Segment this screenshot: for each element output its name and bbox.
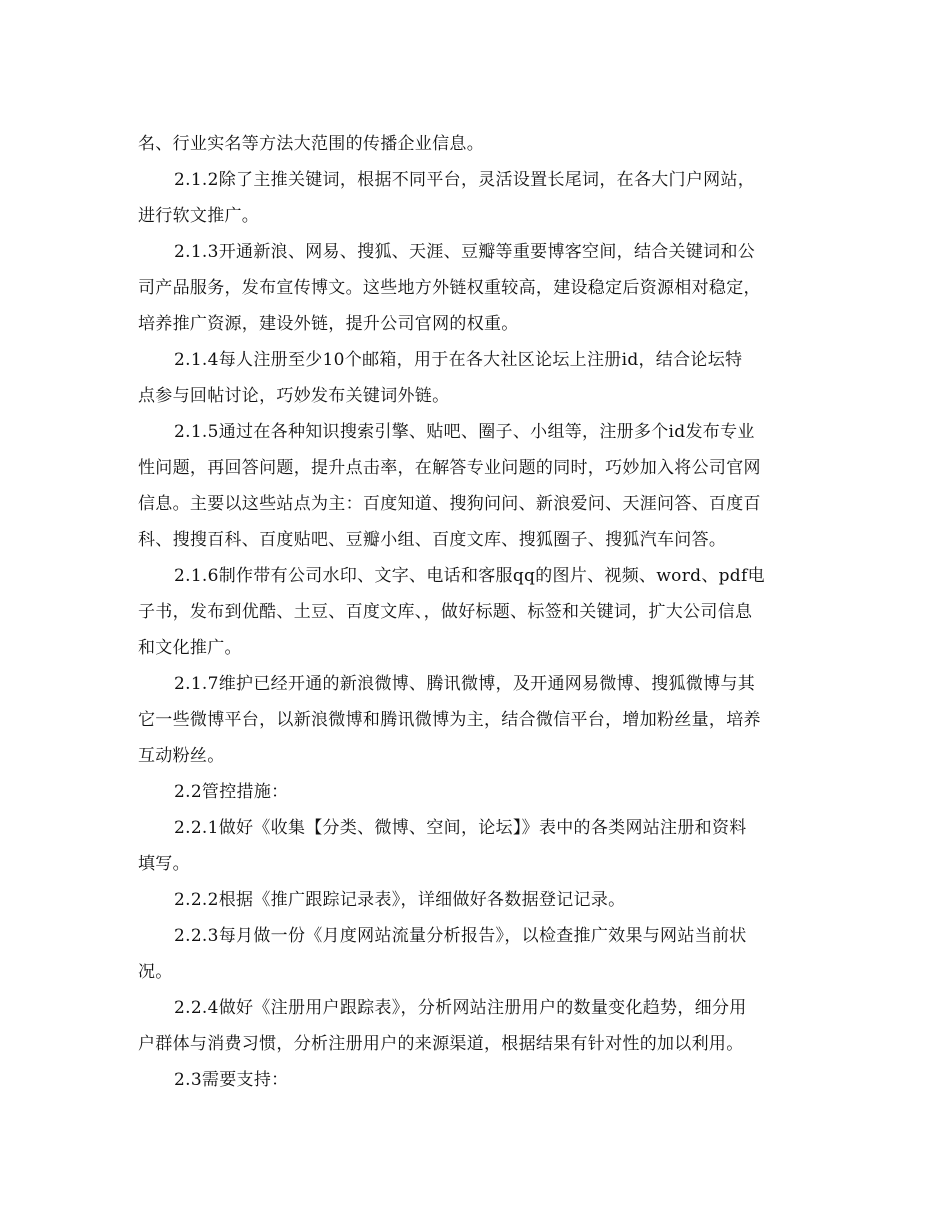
text-line: 2.1.6制作带有公司水印、文字、电话和客服qq的图片、视频、word、pdf电: [174, 566, 765, 586]
text-line: 况。: [138, 962, 173, 982]
text-line: 科、搜搜百科、百度贴吧、豆瓣小组、百度文库、搜狐圈子、搜狐汽车问答。: [138, 530, 727, 550]
text-line: 培养推广资源，建设外链，提升公司官网的权重。: [138, 314, 519, 334]
paragraph-2-1-2: [138, 162, 814, 234]
paragraph-2-2-4: [138, 990, 814, 1062]
text-line: 2.2.4做好《注册用户跟踪表》，分析网站注册用户的数量变化趋势，细分用: [174, 998, 747, 1018]
paragraph-2-2-3: [138, 918, 814, 990]
paragraph-2-1-6: [138, 558, 814, 666]
paragraph-2-1-7: [138, 666, 814, 774]
text-line: 2.1.4每人注册至少10个邮箱，用于在各大社区论坛上注册id，结合论坛特: [174, 350, 743, 370]
paragraph-2-1-5: [138, 414, 814, 558]
text-line: 2.2.3每月做一份《月度网站流量分析报告》，以检查推广效果与网站当前状: [174, 926, 747, 946]
text-line: 和文化推广。: [138, 638, 242, 658]
text-line: 进行软文推广。: [138, 206, 260, 226]
text-line: 司产品服务，发布宣传博文。这些地方外链权重较高，建设稳定后资源相对稳定，: [138, 278, 761, 298]
paragraph-continuation: [138, 126, 814, 162]
document-body: [138, 126, 814, 1098]
text-line: 性问题，再回答问题，提升点击率，在解答专业问题的同时，巧妙加入将公司官网: [138, 458, 761, 478]
text-line: 互动粉丝。: [138, 746, 225, 766]
text-line: 2.3需要支持：: [174, 1070, 289, 1090]
text-line: 2.1.5通过在各种知识搜索引擎、贴吧、圈子、小组等，注册多个id发布专业: [174, 422, 755, 442]
text-line: 子书，发布到优酷、土豆、百度文库、，做好标题、标签和关键词，扩大公司信息: [138, 602, 753, 622]
text-line: 信息。主要以这些站点为主：百度知道、搜狗问问、新浪爱问、天涯问答、百度百: [138, 494, 761, 514]
text-line: 点参与回帖讨论，巧妙发布关键词外链。: [138, 386, 450, 406]
text-line: 名、行业实名等方法大范围的传播企业信息。: [138, 134, 484, 154]
paragraph-2-1-3: [138, 234, 814, 342]
section-heading-2-2: [138, 774, 814, 810]
paragraph-2-2-2: [138, 882, 814, 918]
section-heading-2-3: [138, 1062, 814, 1098]
text-line: 它一些微博平台，以新浪微博和腾讯微博为主，结合微信平台，增加粉丝量，培养: [138, 710, 761, 730]
text-line: 2.2.1做好《收集【分类、微博、空间，论坛】》表中的各类网站注册和资料: [174, 818, 747, 838]
text-line: 填写。: [138, 854, 190, 874]
text-line: 户群体与消费习惯，分析注册用户的来源渠道，根据结果有针对性的加以利用。: [138, 1034, 744, 1054]
paragraph-2-1-4: [138, 342, 814, 414]
text-line: 2.2管控措施：: [174, 782, 289, 802]
text-line: 2.1.2除了主推关键词，根据不同平台，灵活设置长尾词，在各大门户网站，: [174, 170, 756, 190]
text-line: 2.1.3开通新浪、网易、搜狐、天涯、豆瓣等重要博客空间，结合关键词和公: [174, 242, 756, 262]
paragraph-2-2-1: [138, 810, 814, 882]
text-line: 2.1.7维护已经开通的新浪微博、腾讯微博，及开通网易微博、搜狐微博与其: [174, 674, 756, 694]
text-line: 2.2.2根据《推广跟踪记录表》，详细做好各数据登记记录。: [174, 890, 626, 910]
